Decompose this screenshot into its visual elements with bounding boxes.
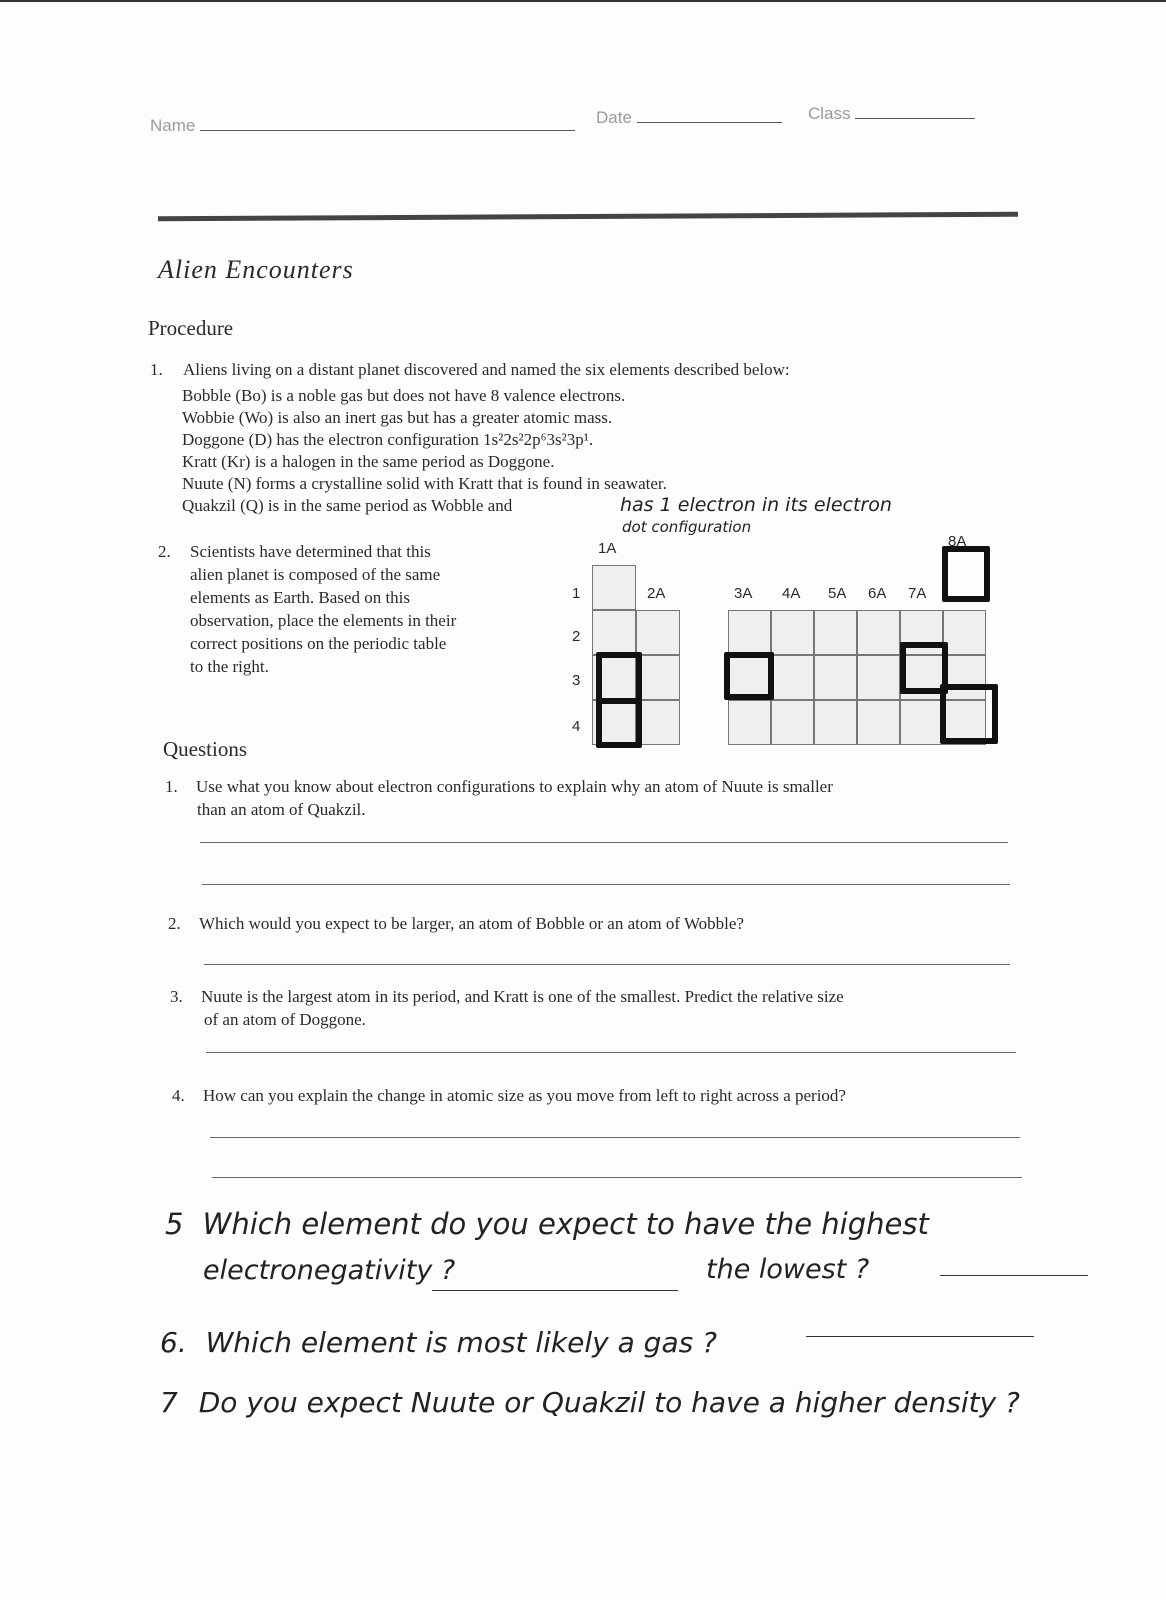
- handwritten-question-7: [160, 1386, 1020, 1419]
- procedure-step-2-number: 2.: [158, 542, 171, 561]
- question-3: [170, 985, 1020, 1031]
- marked-box-8a-p4: [940, 684, 998, 744]
- page-top-edge: [0, 0, 1166, 14]
- group-label-8a: 8A: [948, 533, 967, 550]
- cell-5a-p4[interactable]: [814, 700, 857, 745]
- element-quakzil: Quakzil (Q) is in the same period as Wobble and: [182, 496, 513, 515]
- question-text-cont: of an atom of Doggone.: [204, 1010, 366, 1029]
- name-blank[interactable]: [200, 129, 575, 131]
- cell-8a-p2[interactable]: [943, 610, 986, 655]
- questions-heading: Questions: [163, 737, 247, 761]
- procedure-step-1: [150, 358, 970, 381]
- group-label-2a: 2A: [647, 585, 666, 602]
- handwritten-question-5-lowest: the lowest ?: [706, 1254, 870, 1285]
- periodic-table: [560, 530, 1020, 760]
- answer-line-3[interactable]: [206, 1052, 1016, 1053]
- element-bobble: Bobble (Bo) is a noble gas but does not have 8 valence electrons.: [182, 386, 626, 405]
- cell-2a-p3[interactable]: [636, 655, 680, 700]
- question-2: [168, 912, 1018, 935]
- period-label-1: 1: [572, 585, 581, 602]
- answer-line-1a[interactable]: [200, 842, 1008, 843]
- cell-4a-p4[interactable]: [771, 700, 814, 745]
- step2-line: observation, place the elements in their: [190, 611, 457, 630]
- cell-5a-p2[interactable]: [814, 610, 857, 655]
- marked-box-1a-p3: [596, 652, 642, 704]
- cell-6a-p3[interactable]: [857, 655, 900, 700]
- hw-number: 6.: [160, 1326, 187, 1359]
- cell-2a-p4[interactable]: [636, 700, 680, 745]
- handwritten-question-6: [160, 1326, 717, 1359]
- cell-2a-p2[interactable]: [636, 610, 680, 655]
- hw-text: Do you expect Nuute or Quakzil to have a higher density ?: [198, 1386, 1020, 1419]
- class-blank[interactable]: [855, 117, 975, 119]
- cell-3a-p4[interactable]: [728, 700, 771, 745]
- marked-box-3a-p3: [724, 652, 774, 700]
- hw-text: Which element do you expect to have the highest: [202, 1207, 929, 1241]
- step-text: Aliens living on a distant planet discovered and named the six elements described below:: [183, 360, 790, 379]
- question-4: [172, 1084, 1022, 1107]
- date-field[interactable]: [596, 108, 782, 128]
- group-label-5a: 5A: [828, 585, 847, 602]
- answer-line-1b[interactable]: [202, 884, 1010, 885]
- cell-4a-p2[interactable]: [771, 610, 814, 655]
- period-label-4: 4: [572, 718, 581, 735]
- step2-line: alien planet is composed of the same: [190, 565, 441, 584]
- handwritten-question-5-cont: [203, 1255, 455, 1286]
- answer-line-4a[interactable]: [210, 1137, 1020, 1138]
- date-blank[interactable]: [637, 121, 782, 123]
- group-label-4a: 4A: [782, 585, 801, 602]
- procedure-heading: Procedure: [148, 316, 234, 340]
- group-label-7a: 7A: [908, 585, 927, 602]
- hw-number: 5: [165, 1207, 184, 1241]
- cell-3a-p2[interactable]: [728, 610, 771, 655]
- question-text: Use what you know about electron configurations to explain why an atom of Nuute is smaller: [196, 777, 833, 796]
- period-label-3: 3: [572, 672, 581, 689]
- step2-line: to the right.: [190, 657, 269, 676]
- cell-4a-p3[interactable]: [771, 655, 814, 700]
- question-text: How can you explain the change in atomic size as you move from left to right across a period?: [203, 1086, 846, 1105]
- hw-number: 7: [160, 1386, 178, 1419]
- header-divider: [158, 212, 1018, 222]
- cell-7a-p4[interactable]: [900, 700, 943, 745]
- question-text: Nuute is the largest atom in its period, and Kratt is one of the smallest. Predict the relative size: [201, 987, 844, 1006]
- cell-5a-p3[interactable]: [814, 655, 857, 700]
- element-doggone: Doggone (D) has the electron configuration 1s²2s²2p⁶3s²3p¹.: [182, 430, 594, 449]
- cell-1a-p2[interactable]: [592, 610, 636, 655]
- class-label: Class: [808, 104, 851, 123]
- answer-line-2[interactable]: [204, 964, 1010, 965]
- cell-6a-p4[interactable]: [857, 700, 900, 745]
- cell-1a-p1[interactable]: [592, 565, 636, 610]
- step2-line: elements as Earth. Based on this: [190, 588, 411, 607]
- hw-text: Which element is most likely a gas ?: [205, 1326, 717, 1359]
- hw-text: electronegativity ?: [203, 1255, 456, 1286]
- handwritten-question-5: [165, 1207, 929, 1241]
- class-field[interactable]: [808, 104, 975, 124]
- handwritten-note-2: dot configuration: [622, 518, 752, 536]
- question-1: [165, 775, 1015, 821]
- question-text: Which would you expect to be larger, an atom of Bobble or an atom of Wobble?: [199, 914, 744, 933]
- page-title: Alien Encounters: [158, 255, 354, 284]
- marked-box-1a-p4: [596, 698, 642, 748]
- step-number: 1.: [150, 360, 163, 379]
- element-nuute: Nuute (N) forms a crystalline solid with Kratt that is found in seawater.: [182, 474, 667, 493]
- handwritten-note-1: has 1 electron in its electron: [620, 494, 892, 516]
- cell-6a-p2[interactable]: [857, 610, 900, 655]
- date-label: Date: [596, 108, 632, 127]
- name-label: Name: [150, 116, 196, 135]
- question-number: 4.: [172, 1086, 185, 1105]
- step2-line: Scientists have determined that this: [190, 542, 431, 561]
- question-number: 1.: [165, 777, 178, 796]
- period-label-2: 2: [572, 628, 581, 645]
- answer-line-5b[interactable]: [940, 1275, 1088, 1276]
- answer-line-4b[interactable]: [212, 1177, 1022, 1178]
- element-wobbie: Wobbie (Wo) is also an inert gas but has a greater atomic mass.: [182, 408, 613, 427]
- marked-box-8a-p1: [942, 546, 990, 602]
- name-field[interactable]: [150, 116, 575, 136]
- group-label-1a: 1A: [598, 540, 617, 557]
- question-number: 3.: [170, 987, 183, 1006]
- group-label-3a: 3A: [734, 585, 753, 602]
- question-number: 2.: [168, 914, 181, 933]
- answer-line-5a[interactable]: [432, 1290, 678, 1291]
- group-label-6a: 6A: [868, 585, 887, 602]
- procedure-step-2: [190, 540, 535, 678]
- step2-line: correct positions on the periodic table: [190, 634, 447, 653]
- element-kratt: Kratt (Kr) is a halogen in the same period as Doggone.: [182, 452, 555, 471]
- answer-line-6[interactable]: [806, 1336, 1034, 1337]
- question-text-cont: than an atom of Quakzil.: [197, 800, 366, 819]
